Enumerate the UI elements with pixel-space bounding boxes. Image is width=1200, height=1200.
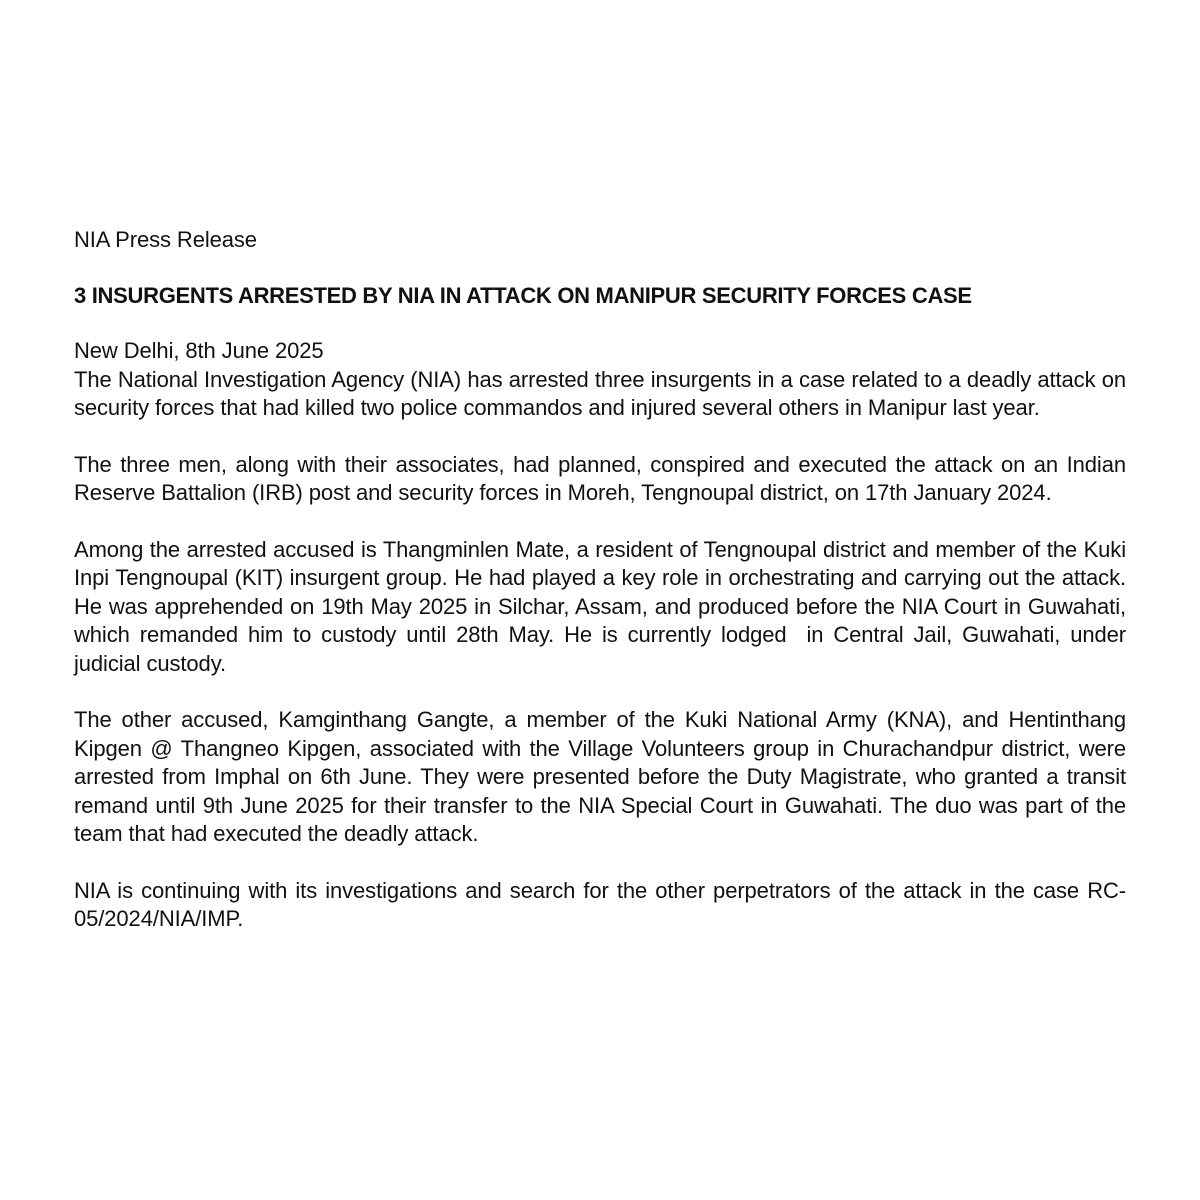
paragraph-attack-details: The three men, along with their associates, had planned, conspired and executed the attack on an Indian Reserve Battalion (IRB) post and security forces in Moreh, Tengnoupal district, on 17th January 2024. [74, 451, 1133, 505]
paragraph-investigation-status: NIA is continuing with its investigations and search for the other perpetrators of the attack in the case RC-05/2024/NIA/IMP. [74, 877, 1126, 931]
release-headline: 3 INSURGENTS ARRESTED BY NIA IN ATTACK ON MANIPUR SECURITY FORCES CASE [74, 282, 972, 308]
paragraph-other-accused: The other accused, Kamginthang Gangte, a member of the Kuki National Army (KNA), and Hentinthang Kipgen @ Thangneo Kipgen, associated with the Village Volunteers group in Churachandpur district, were arrested from Imphal on 6th June. They were presented before the Duty Magistrate, who granted a transit remand until 9th June 2025 for their transfer to the NIA Special Court in Guwahati. The duo was part of the team that had executed the deadly attack. [74, 707, 1133, 846]
release-dateline: New Delhi, 8th June 2025 [74, 338, 324, 363]
release-label: NIA Press Release [74, 227, 257, 252]
paragraph-arrest-summary: The National Investigation Agency (NIA) has arrested three insurgents in a case related to a deadly attack on security forces that had killed two police commandos and injured several others in Manipur last year. [74, 366, 1133, 420]
press-release [74, 226, 1133, 934]
paragraph-first-accused: Among the arrested accused is Thangminlen Mate, a resident of Tengnoupal district and member of the Kuki Inpi Tengnoupal (KIT) insurgent group. He had played a key role in orchestrating and carrying out the attack. He was apprehended on 19th May 2025 in Silchar, Assam, and produced before the NIA Court in Guwahati, which remanded him to custody until 28th May. He is currently lodged in Central Jail, Guwahati, under judicial custody. [74, 536, 1133, 676]
